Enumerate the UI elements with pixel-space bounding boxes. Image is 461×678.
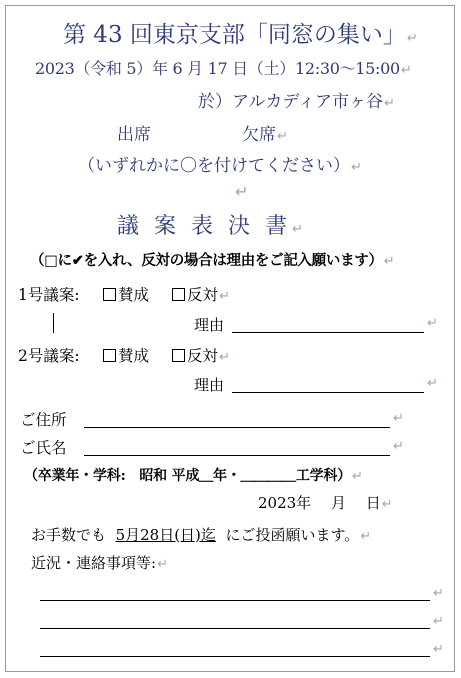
empty-paragraph: ↵ [235,182,249,201]
agenda1-label: 1号議案: [18,286,80,304]
para-mark: ↵ [433,642,444,657]
event-title: 第 43 回東京支部「同窓の集い」↵ [63,22,418,48]
agenda2-reason-field[interactable] [232,392,424,393]
event-date: 2023（令和 5）年 6 月 17 日（土）12:30〜15:00↵ [35,59,412,78]
name-label: ご氏名 [20,439,67,457]
agenda1-reason-label: 理由 [194,316,225,334]
deadline-line: お手数でも 5月28日(日)迄 にご投函願います。↵ [31,526,372,544]
address-label: ご住所 [20,411,67,429]
deadline-date: 5月28日(日)迄 [115,526,216,544]
para-mark: ↵ [427,316,438,331]
name-field[interactable] [84,455,390,456]
agenda1-reason-field[interactable] [232,332,424,333]
agenda1-oppose[interactable]: 反対↵ [172,283,230,305]
notes-line-3[interactable] [40,656,430,657]
oppose-checkbox[interactable] [172,288,185,301]
notes-line-2[interactable] [40,628,430,629]
notes-label: 近況・連絡事項等:↵ [31,554,168,572]
instruction: （□に✔を入れ、反対の場合は理由をご記入願います）↵ [30,252,395,269]
sign-date: 2023年 月 日↵ [258,494,393,512]
agenda1-approve[interactable]: 賛成 [103,283,149,305]
oppose-checkbox[interactable] [172,349,185,362]
para-mark: ↵ [433,586,444,601]
absent-option[interactable]: 欠席↵ [242,125,288,145]
section-title: 議 案 表 決 書↵ [117,214,307,239]
approve-checkbox[interactable] [103,288,116,301]
para-mark: ↵ [427,376,438,391]
attend-note: （いずれかに〇を付けてください）↵ [78,156,362,176]
agenda2-oppose[interactable]: 反対↵ [172,344,230,366]
notes-line-1[interactable] [40,600,430,601]
ballot-page [5,5,455,672]
agenda2-reason-label: 理由 [194,376,225,394]
agenda2-approve[interactable]: 賛成 [103,344,149,366]
address-field[interactable] [84,427,390,428]
attend-option[interactable]: 出席 [117,125,151,145]
para-mark: ↵ [393,439,404,454]
graduation-line: （卒業年・学科: 昭和 平成＿年・＿＿＿＿工学科）↵ [24,468,363,484]
text-cursor [53,313,54,333]
event-venue: 於）アルカディア市ヶ谷↵ [198,92,395,112]
agenda2-label: 2号議案: [18,347,80,365]
approve-checkbox[interactable] [103,349,116,362]
para-mark: ↵ [433,614,444,629]
para-mark: ↵ [393,411,404,426]
